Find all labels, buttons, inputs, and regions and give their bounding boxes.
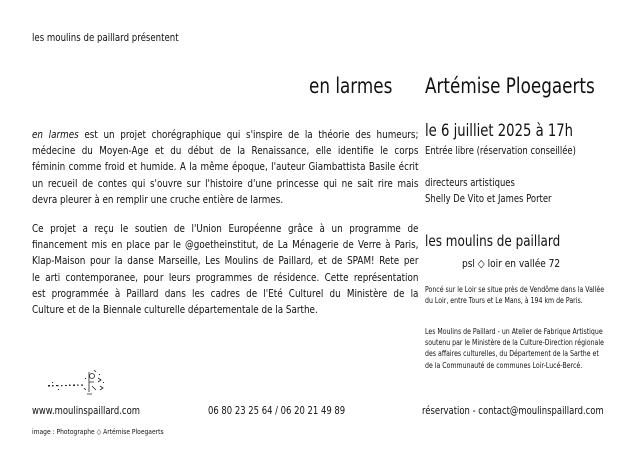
about-line: Les Moulins de Paillard - un Atelier de Fabrique Artistique bbox=[425, 327, 603, 336]
support-line: Culture et de la Biennale culturelle départementale de la Sarthe. bbox=[32, 303, 318, 316]
website-link[interactable]: www.moulinspaillard.com bbox=[32, 405, 140, 417]
venue-address: psl ◇ loir en vallée 72 bbox=[462, 257, 561, 270]
support-line: Klap-Maison pour la danse Marseille, Les Moulins de Paillard, et de SPAM! Rete per bbox=[32, 255, 419, 268]
support-paragraph bbox=[32, 221, 418, 318]
intro-line: devra pleurer à en remplir une cruche entière de larmes. bbox=[32, 193, 284, 206]
event-date: le 6 juilliet 2025 à 17h bbox=[425, 121, 574, 140]
directors-names: Shelly De Vito et James Porter bbox=[425, 193, 552, 205]
artist-name: Artémise Ploegaerts bbox=[425, 74, 595, 98]
location-line: Poncé sur le Loir se situe près de Vendôme dans la Vallée bbox=[425, 285, 605, 294]
contact-email[interactable]: réservation - contact@moulinspaillard.com bbox=[422, 405, 604, 417]
show-title: en larmes bbox=[309, 74, 393, 98]
intro-line: féminin comme froid et humide. A la même époque, l'auteur Giambattista Basile écrit bbox=[32, 161, 419, 174]
support-line: le arti contemporanee, pour leurs programmes de résidence. Cette représentation bbox=[32, 271, 419, 284]
presenter-line: les moulins de paillard présentent bbox=[32, 32, 179, 44]
phone-numbers: 06 80 23 25 64 / 06 20 21 49 89 bbox=[208, 405, 346, 417]
intro-line: en larmes est un projet chorégraphique qui s'inspire de la théorie des humeurs; bbox=[32, 129, 419, 141]
venue-name: les moulins de paillard bbox=[425, 232, 561, 250]
location-line: du Loir, entre Tours et Le Mans, à 194 km de Paris. bbox=[425, 296, 583, 306]
directors-label: directeurs artistiques bbox=[425, 177, 515, 189]
image-credit: image : Photographe ◇ Artémise Ploegaerts bbox=[32, 427, 164, 436]
support-line: Ce projet a reçu le soutien de l'Union Européenne grâce à un programme de bbox=[32, 223, 419, 235]
about-line: de la Communauté de communes Loir-Lucé-Bercé. bbox=[425, 360, 583, 370]
moulins-logo-icon bbox=[48, 368, 123, 398]
about-line: des affaires culturelles, du Département de la Sarthe et bbox=[425, 349, 599, 359]
support-line: est programmée à Paillard dans les cadres de l'Eté Culturel du Ministère de la bbox=[32, 287, 419, 300]
intro-line: un recueil de contes qui s'ouvre sur l'histoire d'une princesse qui ne sait rire mais bbox=[32, 177, 419, 190]
intro-line: médecine du Moyen-Age et du début de la Renaissance, elle identifie le corps bbox=[32, 145, 419, 158]
intro-paragraph bbox=[32, 127, 418, 208]
about-note bbox=[425, 326, 615, 371]
about-line: soutenu par le Ministère de la Culture-Direction régionale bbox=[425, 338, 604, 348]
location-note bbox=[425, 284, 609, 306]
entry-info: Entrée libre (réservation conseillée) bbox=[425, 145, 576, 157]
support-line: financement mis en place par le @goetheinstitut, de La Ménagerie de Verre à Paris, bbox=[32, 239, 419, 252]
